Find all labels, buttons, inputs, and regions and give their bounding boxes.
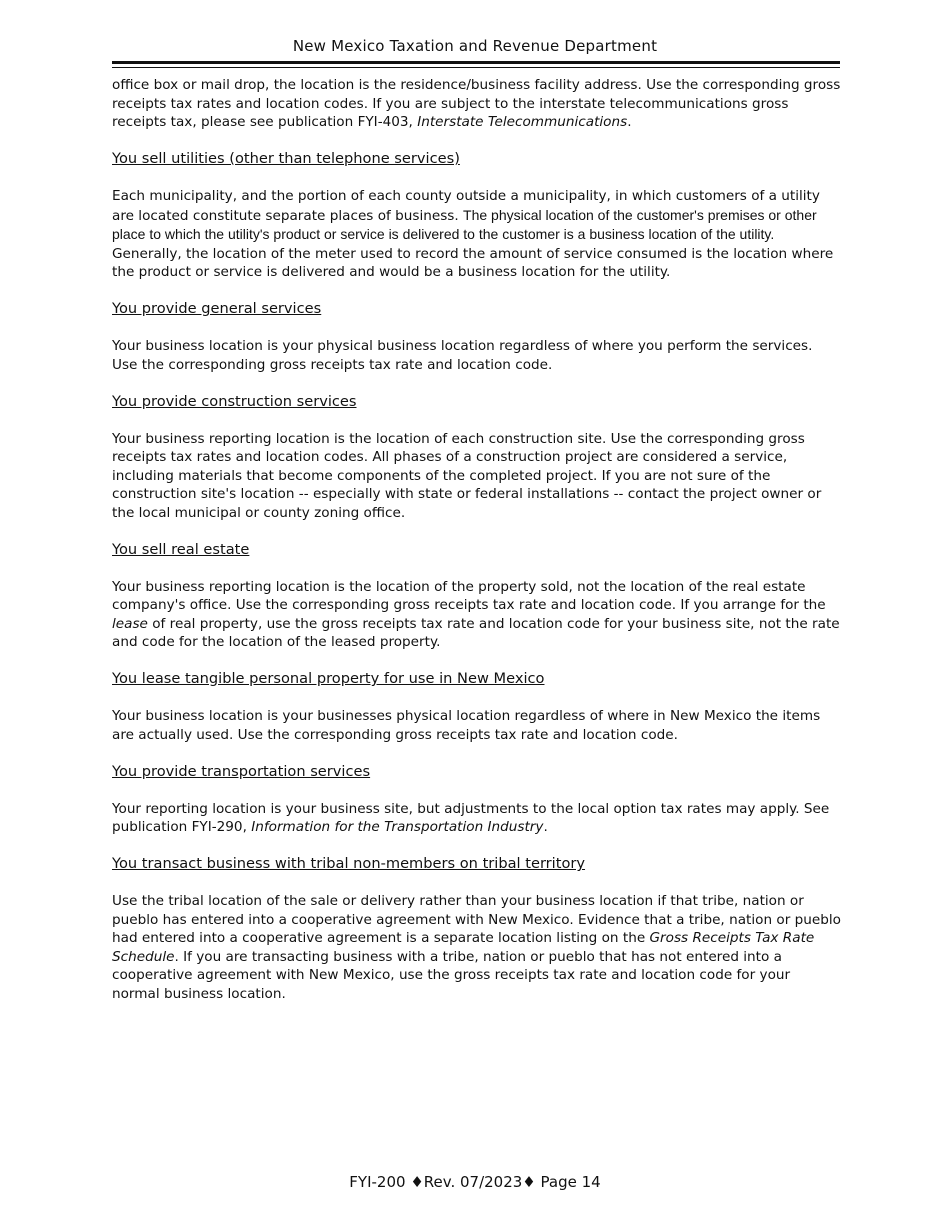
lease-heading: You lease tangible personal property for use in New Mexico bbox=[112, 670, 545, 687]
tribal-paragraph: Use the tribal location of the sale or delivery rather than your business location if that tribe, nation or pueblo has entered into a cooperative agreement with New Mexico. Evidence that a tribe, nation or pueblo had entered into a cooperative agreement is a separate location listing on the Gross Receipts Tax Rate Schedule. If you are transacting business with a tribe, nation or pueblo that has not entered into a cooperative agreement with New Mexico, use the gross receipts tax rate and location code for your normal business location. bbox=[112, 893, 841, 1002]
header-rule-thick bbox=[112, 61, 840, 64]
real-estate-paragraph: Your business reporting location is the location of the property sold, not the location of the real estate company's office. Use the corresponding gross receipts tax rate and location code. If you arrange for the lease of real property, use the gross receipts tax rate and location code for your business site, not the rate and code for the location of the leased property. bbox=[112, 578, 840, 650]
tribal-heading: You transact business with tribal non-members on tribal territory bbox=[112, 855, 586, 872]
utilities-heading: You sell utilities (other than telephone services) bbox=[112, 150, 460, 167]
construction-paragraph: Your business reporting location is the location of each construction site. Use the corresponding gross receipts tax rates and location codes. All phases of a construction project are considered a service, including materials that become components of the completed project. If you are not sure of the construction site's location -- especially with state or federal installations -- contact the project owner or the local municipal or county zoning office. bbox=[112, 430, 822, 521]
lease-paragraph: Your business location is your businesses physical location regardless of where in New Mexico the items are actually used. Use the corresponding gross receipts tax rate and location code. bbox=[112, 708, 821, 743]
page-footer: FYI-200 ♦Rev. 07/2023♦ Page 14 bbox=[349, 1173, 601, 1191]
header-rule-thin bbox=[112, 67, 840, 68]
transportation-heading: You provide transportation services bbox=[112, 762, 371, 780]
transportation-paragraph: Your reporting location is your business site, but adjustments to the local option tax rates may apply. See publication FYI-290, Information for the Transportation Industry. bbox=[112, 800, 830, 835]
intro-paragraph: office box or mail drop, the location is the residence/business facility address. Use the corresponding gross receipts tax rates and location codes. If you are subject to the interstate telecommunications gross receipts tax, please see publication FYI-403, Interstate Telecommunications. bbox=[112, 77, 841, 130]
construction-heading: You provide construction services bbox=[112, 392, 357, 410]
page-header-title: New Mexico Taxation and Revenue Department bbox=[292, 37, 658, 55]
utilities-paragraph: Each municipality, and the portion of each county outside a municipality, in which customers of a utility are located constitute separate places of business. The physical location of the customer's premises or other place to which the utility's product or service is delivered to the customer is a business location of the utility. Generally, the location of the meter used to record the amount of service consumed is the location where the product or service is delivered and would be a business location for the utility. bbox=[112, 188, 834, 280]
real-estate-heading: You sell real estate bbox=[112, 540, 250, 558]
general-services-paragraph: Your business location is your physical business location regardless of where you perform the services. Use the corresponding gross receipts tax rate and location code. bbox=[112, 338, 813, 373]
general-services-heading: You provide general services bbox=[112, 300, 322, 317]
document-body bbox=[112, 76, 842, 1022]
